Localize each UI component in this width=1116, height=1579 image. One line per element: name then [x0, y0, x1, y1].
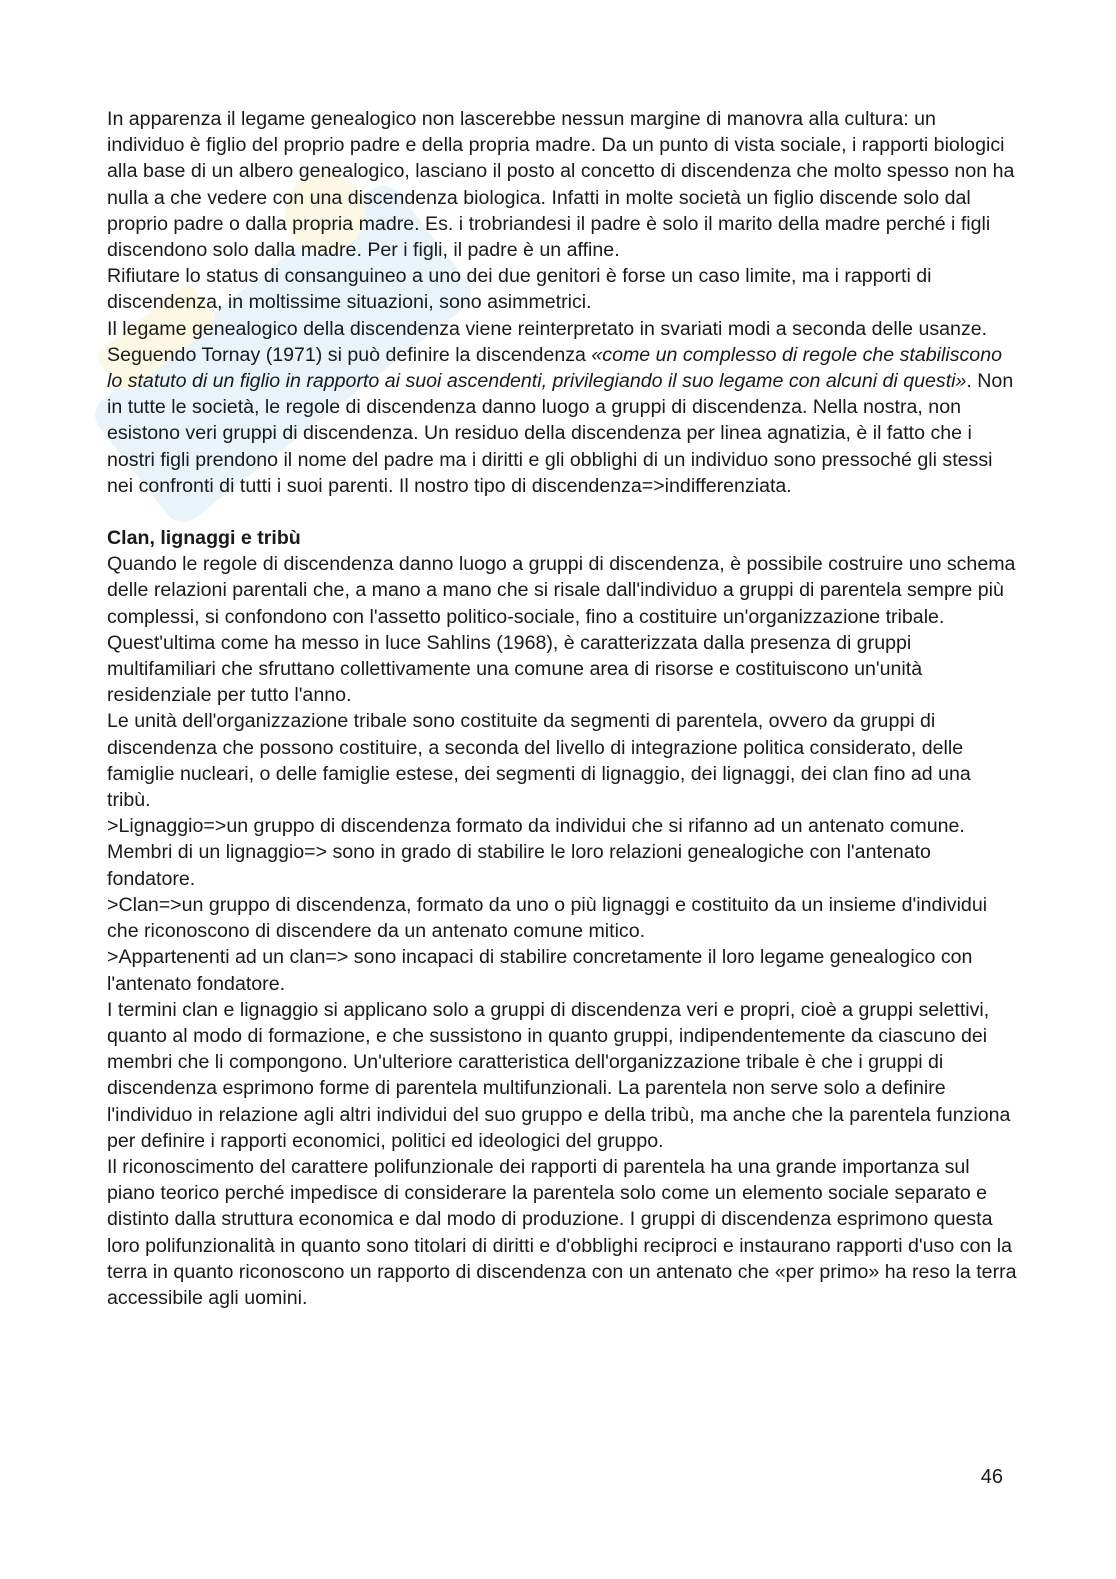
- tornay-text-before: Il legame genealogico della discendenza viene reinterpretato in svariati modi a seconda delle usanze. Seguendo Tornay (1971) si può definire la discendenza: [107, 317, 988, 366]
- paragraph-unita-tribali: Le unità dell'organizzazione tribale sono costituite da segmenti di parentela, ovvero da gruppi di discendenza che possono costituire, a seconda del livello di integrazione politica considerato, delle famiglie nucleari, o delle famiglie estese, dei segmenti di lignaggio, dei lignaggi, dei clan fino ad una tribù.: [107, 710, 971, 812]
- paragraph-polifunzionalita: Il riconoscimento del carattere polifunzionale dei rapporti di parentela ha una grande importanza sul piano teorico perché impedisce di considerare la parentela solo come un elemento sociale separato e distinto dalla struttura economica e dal modo di produzione. I gruppi di discendenza esprimono questa loro polifunzionalità in quanto sono titolari di diritti e d'obblighi reciproci e instaurano rapporti d'uso con la terra in quanto riconoscono un rapporto di discendenza con un antenato che «per primo» ha reso la terra accessibile agli uomini.: [107, 1155, 1017, 1309]
- paragraph-schema-parentale: Quando le regole di discendenza danno luogo a gruppi di discendenza, è possibile costruire uno schema delle relazioni parentali che, a mano a mano che si risale dall'individuo a gruppi di parentela sempre più complessi, si confondono con l'assetto politico-sociale, fino a costituire un'organizzazione tribale. Quest'ultima come ha messo in luce Sahlins (1968), è caratterizzata dalla presenza di gruppi multifamiliari che sfruttano collettivamente una comune area di risorse e costituiscono un'unità residenziale per tutto l'anno.: [107, 553, 1016, 707]
- section-spacer: [107, 499, 1017, 525]
- definition-appartenenti-clan: >Appartenenti ad un clan=> sono incapaci di stabilire concretamente il loro legame genealogico con l'antenato fondatore.: [107, 946, 973, 995]
- paragraph-clan-lignaggio: I termini clan e lignaggio si applicano solo a gruppi di discendenza veri e propri, cioè a gruppi selettivi, quanto al modo di formazione, e che sussistono in quanto gruppi, indipendentemente da ciascuno dei membri che li compongono. Un'ulteriore caratteristica dell'organizzazione tribale è che i gruppi di discendenza esprimono forme di parentela multifunzionali. La parentela non serve solo a definire l'individuo in relazione agli altri individui del suo gruppo e della tribù, ma anche che la parentela funziona per definire i rapporti economici, politici ed ideologici del gruppo.: [107, 998, 1011, 1152]
- paragraph-tornay: [107, 316, 1017, 499]
- section-heading: Clan, lignaggi e tribù: [107, 527, 301, 550]
- definition-clan: >Clan=>un gruppo di discendenza, formato da uno o più lignaggi e costituito da un insieme d'individui che riconoscono di discendere da un antenato comune mitico.: [107, 893, 988, 943]
- page-number: 46: [980, 1466, 1003, 1488]
- paragraph-asimmetria: Rifiutare lo status di consanguineo a uno dei due genitori è forse un caso limite, ma i rapporti di discendenza, in moltissime situazioni, sono asimmetrici.: [107, 265, 932, 314]
- page-content: [107, 106, 1017, 1311]
- tornay-text-after: . Non in tutte le società, le regole di discendenza danno luogo a gruppi di discendenza. Nella nostra, non esistono veri gruppi di discendenza. Un residuo della discendenza per linea agnatizia, è il fatto che i nostri figli prendono il nome del padre ma i diritti e gli obblighi di un individuo sono pressoché gli stessi nei confronti di tutti i suoi parenti. Il nostro tipo di discendenza=>indifferenziata.: [107, 370, 1014, 497]
- definition-lignaggio: >Lignaggio=>un gruppo di discendenza formato da individui che si rifanno ad un antenato comune.: [107, 815, 965, 838]
- paragraph-discendenza-intro: In apparenza il legame genealogico non lascerebbe nessun margine di manovra alla cultura: un individuo è figlio del proprio padre e della propria madre. Da un punto di vista sociale, i rapporti biologici alla base di un albero genealogico, lasciano il posto al concetto di discendenza che molto spesso non ha nulla a che vedere con una discendenza biologica. Infatti in molte società un figlio discende solo dal proprio padre o dalla propria madre. Es. i trobriandesi il padre è solo il marito della madre perché i figli discendono solo dalla madre. Per i figli, il padre è un affine.: [107, 108, 1015, 262]
- definition-membri-lignaggio: Membri di un lignaggio=> sono in grado di stabilire le loro relazioni genealogiche con l'antenato fondatore.: [107, 841, 931, 890]
- tornay-quote: «come un complesso di regole che stabiliscono lo statuto di un figlio in rapporto ai suoi ascendenti, privilegiando il suo legame con alcuni di questi»: [107, 343, 1002, 393]
